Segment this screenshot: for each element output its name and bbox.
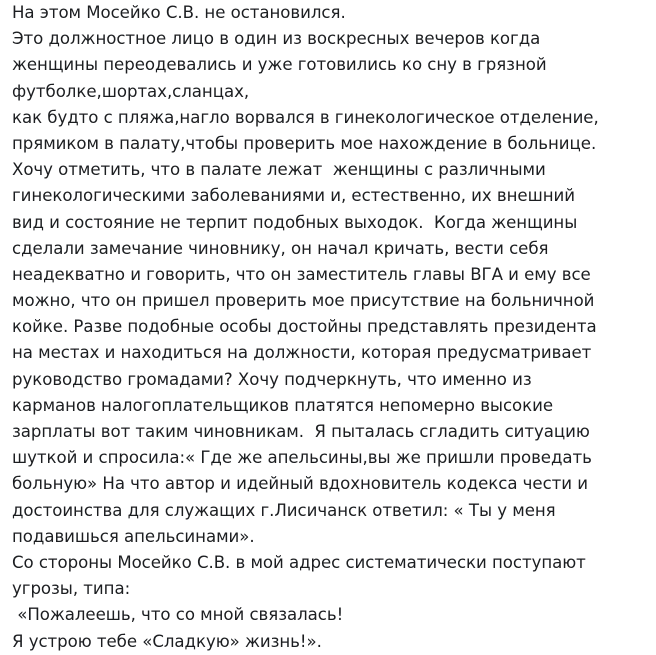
text-line: достоинства для служащих г.Лисичанск ответил: « Ты у меня [12,500,556,520]
text-line: гинекологическими заболеваниями и, естественно, их внешний [12,186,575,206]
text-line: подавишься апельсинами». [12,526,255,546]
text-line: на местах и находиться на должности, которая предусматривает [12,343,592,363]
text-line: как будто с пляжа,нагло ворвался в гинекологическое отделение, [12,107,599,127]
text-line: женщины переодевались и уже готовились ко сну в грязной [12,55,547,75]
text-line: карманов налогоплательщиков платятся непомерно высокие [12,395,554,415]
text-line: руководство громадами? Хочу подчеркнуть, что именно из [12,369,532,389]
text-line: Это должностное лицо в один из воскресных вечеров когда [12,29,541,49]
text-line: зарплаты вот таким чиновникам. Я пыталась сгладить ситуацию [12,422,590,441]
text-line: можно, что он пришел проверить мое присутствие на больничной [12,291,595,311]
text-line: На этом Мосейко С.В. не остановился. [12,3,346,22]
text-line: угрозы, типа: [12,579,131,599]
text-line: Со стороны Мосейко С.В. в мой адрес систематически поступают [12,552,586,572]
document-body [12,0,656,655]
text-line: футболке,шортах,сланцах, [12,81,250,101]
text-line: шуткой и спросила:« Где же апельсины,вы же пришли проведать [12,448,592,468]
text-line: прямиком в палату,чтобы проверить мое нахождение в больнице. [12,133,597,153]
text-line: Я устрою тебе «Сладкую» жизнь!». [12,631,322,651]
text-line: «Пожалеешь, что со мной связалась! [12,605,344,625]
text-line: больную» На что автор и идейный вдохновитель кодекса чести и [12,474,588,494]
text-line: койке. Разве подобные особы достойны представлять президента [12,317,597,337]
text-line: неадекватно и говорить, что он заместитель главы ВГА и ему все [12,264,591,284]
text-line: сделали замечание чиновнику, он начал кричать, вести себя [12,238,549,258]
text-line: Хочу отметить, что в палате лежат женщины с различными [12,160,546,180]
text-line: вид и состояние не терпит подобных выходок. Когда женщины [12,212,578,232]
